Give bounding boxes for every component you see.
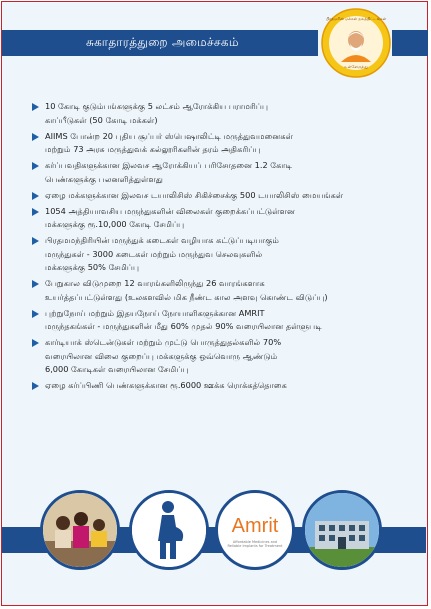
amrit-logo: Amrit	[231, 515, 279, 537]
amrit-logo-circle	[215, 490, 295, 570]
list-item: பிரதமமந்திரியின் மருந்துக் கடைகள் வழியாக கட்டுப்படியாகும் மருந்துகள் - 3000 கடைகள் மற்றும் மருந்துவ செலவுகளில் மக்களுக்கு 50% சேமிப்பு	[32, 234, 412, 275]
achievements-list	[32, 100, 412, 395]
pregnant-woman-icon	[132, 493, 206, 567]
page-title: சுகாதாரத்துறை அமைச்சகம்	[86, 35, 239, 49]
hospital-building-image	[305, 493, 379, 567]
header-band-right	[392, 30, 428, 56]
list-item: 1054 அத்தியாவசிய மருந்துகளின் விலைகள் குறைக்கப்பட்டுள்ளன மக்களுக்கு ரூ.10,000 கோடி சேமிப்பு	[32, 205, 412, 232]
arrow-bullet-icon	[32, 310, 39, 318]
list-item: கார்டியாக் ஸ்டென்டுகள் மற்றும் முட்டு பொருத்துதல்களில் 70% வரையிலான விலை குறைப்பு மக்களுக்கு ஒவ்வொரு ஆண்டும் 6,000 கோடிகள் வரையிலான சேமிப்பு	[32, 336, 412, 377]
list-item: 10 கோடி குடும்பங்களுக்கு 5 லட்சம் ஆரோக்கிய பராமரிப்பு காப்பீடுகள் (50 கோடி மக்கள்)	[32, 100, 412, 127]
arrow-bullet-icon	[32, 382, 39, 390]
list-item: AIIMS போன்ற 20 புதிய சூப்பர் ஸ்பெஷாலிட்டி மருத்துவமனைகள் மற்றும் 73 அரசு மருத்துவக் கல்லூரிகளின் தரம் அதிகரிப்பு	[32, 130, 412, 157]
emblem-icon	[321, 8, 391, 78]
emblem-caption: பிரதமரின் மக்கள் நலத்திட்டங்கள்	[325, 16, 387, 21]
amrit-tagline: Affordable Medicines and Reliable Implants for Treatment	[227, 540, 283, 548]
health-workers-image	[43, 493, 117, 567]
arrow-bullet-icon	[32, 237, 39, 245]
list-item: ஏழை மக்களுக்கான இலவச டயாலிசிஸ் சிகிச்சைக்கு 500 டயாலிசிஸ் மையங்கள்	[32, 189, 412, 203]
arrow-bullet-icon	[32, 192, 39, 200]
list-item: ஏழை கர்ப்பிணி பெண்களுக்கான ரூ.6000 ஊக்க ரொக்கத்தொகை	[32, 379, 412, 393]
arrow-bullet-icon	[32, 133, 39, 141]
list-item: புற்றுநோய் மற்றும் இதயநோய் நோயாளிகளுக்கான AMRIT மருந்தகங்கள் - மருந்துகளின் மீது 60% முதல் 90% வரையிலான தள்ளுபடி	[32, 307, 412, 334]
arrow-bullet-icon	[32, 280, 39, 288]
arrow-bullet-icon	[32, 339, 39, 347]
list-item: கர்ப்பவதிகளுக்கான இலவச ஆரோக்கியப் பரிசோதனை 1.2 கோடி பெண்களுக்கு பலனளித்துள்ளது	[32, 159, 412, 186]
pregnant-woman-circle	[129, 490, 209, 570]
arrow-bullet-icon	[32, 103, 39, 111]
arrow-bullet-icon	[32, 162, 39, 170]
health-workers-photo	[40, 490, 120, 570]
arrow-bullet-icon	[32, 208, 39, 216]
emblem-small-text: உள்ளேருந்து	[344, 64, 368, 69]
hospital-building-photo	[302, 490, 382, 570]
list-item: பேறுகால விடுமுறை 12 வாரங்களிலிருந்து 26 வாரங்களாக உயர்த்தப்பட்டுள்ளது (உலகளவில் மிக நீண்ட கால அளவு கொண்ட விடுப்பு)	[32, 277, 412, 304]
scheme-emblem	[321, 8, 391, 78]
